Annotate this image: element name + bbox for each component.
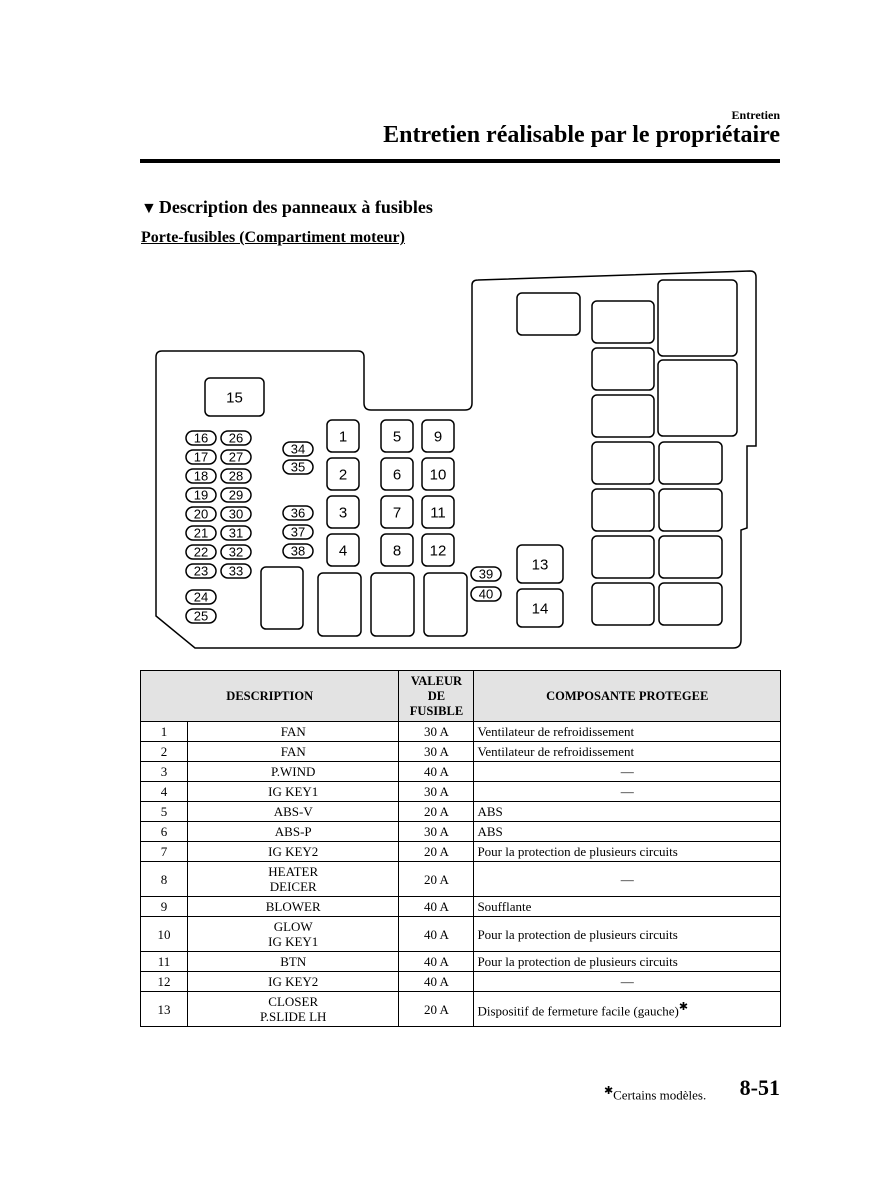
relay-slot	[592, 348, 654, 390]
fuse-label: 36	[290, 505, 306, 521]
fuse-3	[327, 496, 359, 528]
fuse-label: 34	[290, 441, 306, 457]
relay-slot	[592, 489, 654, 531]
section-heading	[141, 197, 433, 218]
fuse-label: 25	[193, 608, 209, 624]
fuse-table	[140, 670, 781, 1027]
fuse-label: 19	[193, 487, 209, 503]
protected-component-cell: Pour la protection de plusieurs circuits	[474, 952, 781, 972]
fuse-value-cell: 40 A	[399, 917, 474, 952]
fuse-label: 2	[338, 466, 348, 484]
fuse-17	[186, 450, 216, 465]
fuse-20	[186, 507, 216, 522]
fuse-31	[221, 526, 251, 541]
fuse-21	[186, 526, 216, 541]
fuse-label: 33	[228, 563, 244, 579]
fuse-value-cell: 40 A	[399, 897, 474, 917]
relay-slot	[659, 583, 722, 625]
table-row	[141, 917, 781, 952]
relay-slot	[592, 583, 654, 625]
fuse-label: 8	[392, 542, 402, 560]
fuse-value-cell: 20 A	[399, 992, 474, 1027]
fuse-label: 3	[338, 504, 348, 522]
fuse-number-cell: 3	[141, 762, 188, 782]
fuse-number-cell: 13	[141, 992, 188, 1027]
fuse-label: 32	[228, 544, 244, 560]
fuse-slot-empty	[424, 573, 467, 636]
fuse-22	[186, 545, 216, 560]
page-title: Entretien réalisable par le propriétaire	[383, 122, 780, 148]
fuse-label: 14	[531, 600, 549, 618]
table-row	[141, 722, 781, 742]
fuse-description-cell: IG KEY1	[188, 782, 399, 802]
fuse-number-cell: 4	[141, 782, 188, 802]
fuse-number-cell: 6	[141, 822, 188, 842]
fuse-label: 22	[193, 544, 209, 560]
fuse-slot-empty	[318, 573, 361, 636]
fuse-5	[381, 420, 413, 452]
table-row	[141, 762, 781, 782]
protected-component-cell: Pour la protection de plusieurs circuits	[474, 842, 781, 862]
relay-slot	[659, 489, 722, 531]
fuse-10	[422, 458, 454, 490]
header-protected-component: COMPOSANTE PROTEGEE	[474, 671, 781, 722]
fuse-label: 7	[392, 504, 402, 522]
footnote	[604, 1084, 706, 1103]
fuse-25	[186, 609, 216, 624]
fuse-36	[283, 506, 313, 521]
fuse-label: 28	[228, 468, 244, 484]
protected-component-cell: Ventilateur de refroidissement	[474, 722, 781, 742]
relay-slot	[659, 536, 722, 578]
fuse-label: 10	[429, 466, 447, 484]
fuse-15	[205, 378, 264, 416]
fuse-number-cell: 2	[141, 742, 188, 762]
protected-component-cell: —	[474, 762, 781, 782]
fuse-4	[327, 534, 359, 566]
fuse-label: 27	[228, 449, 244, 465]
fuse-slot-empty	[371, 573, 414, 636]
fuse-7	[381, 496, 413, 528]
fuse-number-cell: 1	[141, 722, 188, 742]
fuse-description-cell: FAN	[188, 722, 399, 742]
protected-component-cell: Soufflante	[474, 897, 781, 917]
fuse-label: 40	[478, 586, 494, 602]
fuse-29	[221, 488, 251, 503]
protected-component-cell: ABS	[474, 822, 781, 842]
fuse-value-cell: 30 A	[399, 722, 474, 742]
fuse-32	[221, 545, 251, 560]
title-rule	[140, 159, 780, 163]
fuse-26	[221, 431, 251, 446]
fuse-number-cell: 10	[141, 917, 188, 952]
protected-component-cell: ABS	[474, 802, 781, 822]
table-header-row	[141, 671, 781, 722]
relay-slot	[592, 301, 654, 343]
fuse-label: 21	[193, 525, 209, 541]
fuse-16	[186, 431, 216, 446]
fuse-label: 15	[226, 389, 243, 407]
header-description: DESCRIPTION	[141, 671, 399, 722]
fuse-label: 24	[193, 589, 209, 605]
fuse-description-cell: P.WIND	[188, 762, 399, 782]
relay-slot	[592, 442, 654, 484]
protected-component-cell: —	[474, 972, 781, 992]
fuse-label: 11	[430, 504, 446, 522]
fuse-description-cell: ABS-P	[188, 822, 399, 842]
fuse-23	[186, 564, 216, 579]
fuse-label: 16	[193, 430, 209, 446]
fuse-label: 12	[429, 542, 447, 560]
table-row	[141, 822, 781, 842]
relay-slot	[658, 280, 737, 356]
fuse-35	[283, 460, 313, 475]
fuse-13	[517, 545, 563, 583]
fuse-30	[221, 507, 251, 522]
fuse-number-cell: 8	[141, 862, 188, 897]
fuse-label: 20	[193, 506, 209, 522]
fuse-number-cell: 7	[141, 842, 188, 862]
fuse-33	[221, 564, 251, 579]
fuse-27	[221, 450, 251, 465]
fuse-value-cell: 20 A	[399, 842, 474, 862]
table-row	[141, 742, 781, 762]
page-number: 8-51	[739, 1075, 780, 1100]
relay-slot	[659, 442, 722, 484]
fuse-number-cell: 12	[141, 972, 188, 992]
fuse-label: 35	[290, 459, 306, 475]
fuse-description-cell: BLOWER	[188, 897, 399, 917]
fuse-value-cell: 20 A	[399, 802, 474, 822]
relay-slot	[592, 536, 654, 578]
fuse-label: 37	[290, 524, 306, 540]
table-row	[141, 862, 781, 897]
fuse-label: 26	[228, 430, 244, 446]
fuse-11	[422, 496, 454, 528]
protected-component-cell: Pour la protection de plusieurs circuits	[474, 917, 781, 952]
fuse-28	[221, 469, 251, 484]
footnote-text: Certains modèles.	[613, 1087, 707, 1103]
table-row	[141, 897, 781, 917]
relay-slot	[592, 395, 654, 437]
fuse-value-cell: 40 A	[399, 972, 474, 992]
fuse-2	[327, 458, 359, 490]
section-heading-text: Description des panneaux à fusibles	[158, 197, 433, 217]
fuse-8	[381, 534, 413, 566]
fuse-description-cell: GLOW IG KEY1	[188, 917, 399, 952]
fuse-number-cell: 9	[141, 897, 188, 917]
fuse-label: 9	[433, 428, 443, 446]
relay-slot	[517, 293, 580, 335]
table-row	[141, 952, 781, 972]
fuse-number-cell: 11	[141, 952, 188, 972]
fuse-label: 1	[338, 428, 348, 446]
fuse-description-cell: CLOSER P.SLIDE LH	[188, 992, 399, 1027]
fuse-label: 39	[478, 566, 494, 582]
fuse-label: 17	[193, 449, 209, 465]
fuse-9	[422, 420, 454, 452]
protected-component-cell: Dispositif de fermeture facile (gauche)✱	[474, 992, 781, 1027]
fuse-value-cell: 30 A	[399, 742, 474, 762]
fuse-label: 4	[338, 542, 348, 560]
fuse-39	[471, 567, 501, 582]
fuse-14	[517, 589, 563, 627]
table-row	[141, 992, 781, 1027]
fuse-label: 23	[193, 563, 209, 579]
fuse-value-cell: 30 A	[399, 822, 474, 842]
fuse-6	[381, 458, 413, 490]
table-row	[141, 842, 781, 862]
fuse-value-cell: 20 A	[399, 862, 474, 897]
fuse-1	[327, 420, 359, 452]
fuse-number-cell: 5	[141, 802, 188, 822]
relay-slot	[658, 360, 737, 436]
fuse-label: 31	[228, 525, 244, 541]
fuse-value-cell: 40 A	[399, 762, 474, 782]
section-label: Entretien	[731, 108, 780, 122]
fuse-description-cell: IG KEY2	[188, 842, 399, 862]
fuse-description-cell: HEATER DEICER	[188, 862, 399, 897]
fuse-label: 6	[392, 466, 402, 484]
protected-component-cell: —	[474, 862, 781, 897]
fuse-description-cell: FAN	[188, 742, 399, 762]
fuse-12	[422, 534, 454, 566]
fuse-slot-empty	[261, 567, 303, 629]
fuse-34	[283, 442, 313, 457]
fuse-19	[186, 488, 216, 503]
protected-component-cell: Ventilateur de refroidissement	[474, 742, 781, 762]
fuse-label: 30	[228, 506, 244, 522]
table-row	[141, 802, 781, 822]
header-fuse-value: VALEUR DE FUSIBLE	[399, 671, 474, 722]
fuse-value-cell: 30 A	[399, 782, 474, 802]
fuse-38	[283, 544, 313, 559]
asterisk-icon: ✱	[678, 1000, 688, 1013]
fuse-label: 18	[193, 468, 209, 484]
fuse-description-cell: IG KEY2	[188, 972, 399, 992]
fuse-24	[186, 590, 216, 605]
fuse-37	[283, 525, 313, 540]
fuse-description-cell: BTN	[188, 952, 399, 972]
fuse-label: 13	[531, 556, 549, 574]
protected-component-cell: —	[474, 782, 781, 802]
fuse-box-subheading: Porte-fusibles (Compartiment moteur)	[141, 229, 405, 246]
fuse-40	[471, 587, 501, 602]
table-row	[141, 972, 781, 992]
table-row	[141, 782, 781, 802]
fuse-value-cell: 40 A	[399, 952, 474, 972]
fuse-label: 29	[228, 487, 244, 503]
asterisk-icon: ✱	[604, 1085, 614, 1097]
fuse-label: 5	[392, 428, 402, 446]
fuse-18	[186, 469, 216, 484]
fuse-panel-diagram	[150, 268, 770, 656]
triangle-icon: ▼	[141, 200, 157, 217]
fuse-label: 38	[290, 543, 306, 559]
fuse-description-cell: ABS-V	[188, 802, 399, 822]
